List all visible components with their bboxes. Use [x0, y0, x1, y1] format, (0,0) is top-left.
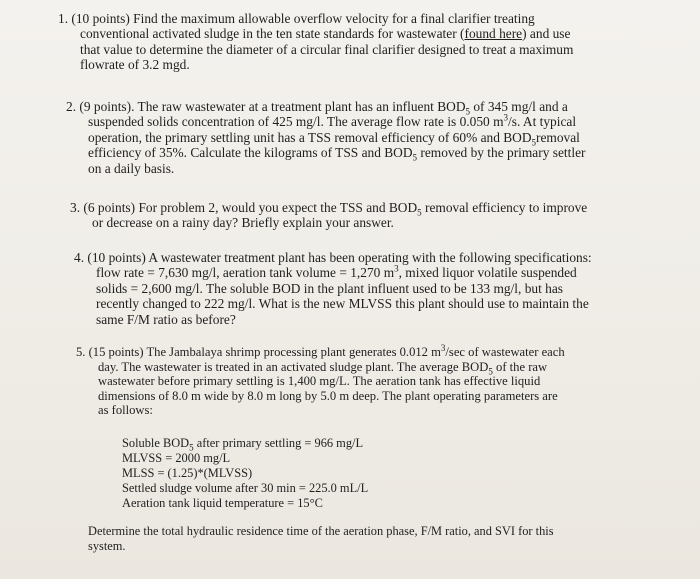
problem-text: removal efficiency to improve — [421, 200, 588, 215]
superscript: 3 — [503, 112, 509, 123]
operating-parameters — [122, 436, 368, 511]
problem-number: 4. — [74, 250, 85, 265]
subscript: 5 — [189, 442, 194, 453]
problem-number: 5. — [76, 345, 86, 359]
param-soluble-bod: Soluble $BOD_5$ after primary settling = 966 mg/L — [122, 436, 364, 453]
problem-text: (6 points) For problem 2, would you expect the TSS and BOD — [83, 200, 418, 215]
param-settled-sludge: Settled sludge volume after 30 min = 225.0 mL/L — [122, 481, 369, 495]
problem-text: , mixed liquor volatile suspended — [398, 265, 577, 281]
found-here-link[interactable]: found here — [464, 26, 523, 42]
problem-text: same F/M ratio as before? — [96, 311, 236, 327]
problem-5 — [76, 342, 632, 418]
problem-text: wastewater before primary settling is 1,400 mg/L. The aeration tank has effective liquid — [98, 374, 541, 389]
problem-2 — [66, 99, 626, 176]
problem-1 — [58, 11, 628, 73]
problem-text: or decrease on a rainy day? Briefly explain your answer. — [92, 215, 394, 231]
problem-text: flowrate of 3.2 mgd. — [80, 57, 190, 73]
problem-number: 1. — [58, 11, 69, 26]
param-temperature: Aeration tank liquid temperature = 15°C — [122, 496, 323, 510]
problem-text: on a daily basis. — [88, 160, 175, 176]
subscript: 5 — [465, 106, 471, 117]
closing-text: Determine the total hydraulic residence time of the aeration phase, F/M ratio, and SVI for this — [88, 524, 554, 538]
problem-3 — [70, 200, 626, 231]
problem-text: removed by the primary settler — [417, 145, 586, 161]
problem-text: recently changed to 222 mg/l. What is the new MLVSS this plant should use to maintain the — [96, 296, 589, 312]
problem-text: (10 points) Find the maximum allowable overflow velocity for a final clarifier treating — [71, 11, 535, 26]
superscript: 3 — [394, 263, 399, 274]
subscript: 5 — [417, 207, 422, 218]
problem-number: 3. — [70, 200, 81, 215]
param-mlss: MLSS = (1.25)*(MLVSS) — [122, 466, 253, 480]
problem-text: ) and use — [522, 26, 571, 42]
problem-text: of the raw — [492, 359, 548, 374]
problem-text: /sec of wastewater each — [445, 345, 565, 359]
problem-text: (10 points) A wastewater treatment plant has been operating with the following specifications: — [87, 250, 592, 265]
problem-text: operation, the primary settling unit has a TSS removal efficiency of 60% and BOD — [88, 129, 532, 145]
problem-text: solids = 2,600 mg/l. The soluble BOD in the plant influent used to be 133 mg/l, but has — [96, 280, 564, 296]
problem-text: removal — [536, 129, 580, 145]
problem-4 — [74, 250, 630, 327]
problem-text: conventional activated sludge in the ten state standards for wastewater ( — [80, 26, 465, 42]
problem-text: of 345 mg/l and a — [470, 99, 568, 114]
superscript: 3 — [440, 342, 446, 353]
problem-number: 2. — [66, 99, 77, 114]
problem-text: as follows: — [98, 403, 153, 418]
problem-text: (15 points) The Jambalaya shrimp processing plant generates 0.012 m — [88, 345, 441, 359]
subscript: 5 — [531, 137, 537, 148]
problem-text: dimensions of 8.0 m wide by 8.0 m long by 5.0 m deep. The plant operating parameters are — [98, 388, 558, 403]
problem-text: suspended solids concentration of 425 mg/l. The average flow rate is 0.050 m — [88, 114, 504, 130]
problem-text: (9 points). The raw wastewater at a treatment plant has an influent BOD — [79, 99, 466, 114]
problem-text: day. The wastewater is treated in an activated sludge plant. The average BOD — [98, 359, 489, 374]
problem-text: that value to determine the diameter of a circular final clarifier designed to treat a maximum — [80, 41, 574, 57]
subscript: 5 — [488, 366, 493, 377]
problem-text: flow rate = 7,630 mg/l, aeration tank volume = 1,270 m — [96, 265, 395, 281]
closing-text: system. — [88, 539, 126, 554]
closing-question — [88, 524, 608, 555]
problem-text: efficiency of 35%. Calculate the kilograms of TSS and BOD — [88, 145, 413, 161]
problem-text: /s. At typical — [508, 114, 577, 130]
param-mlvss: MLVSS = 2000 mg/L — [122, 451, 231, 465]
subscript: 5 — [412, 152, 418, 163]
